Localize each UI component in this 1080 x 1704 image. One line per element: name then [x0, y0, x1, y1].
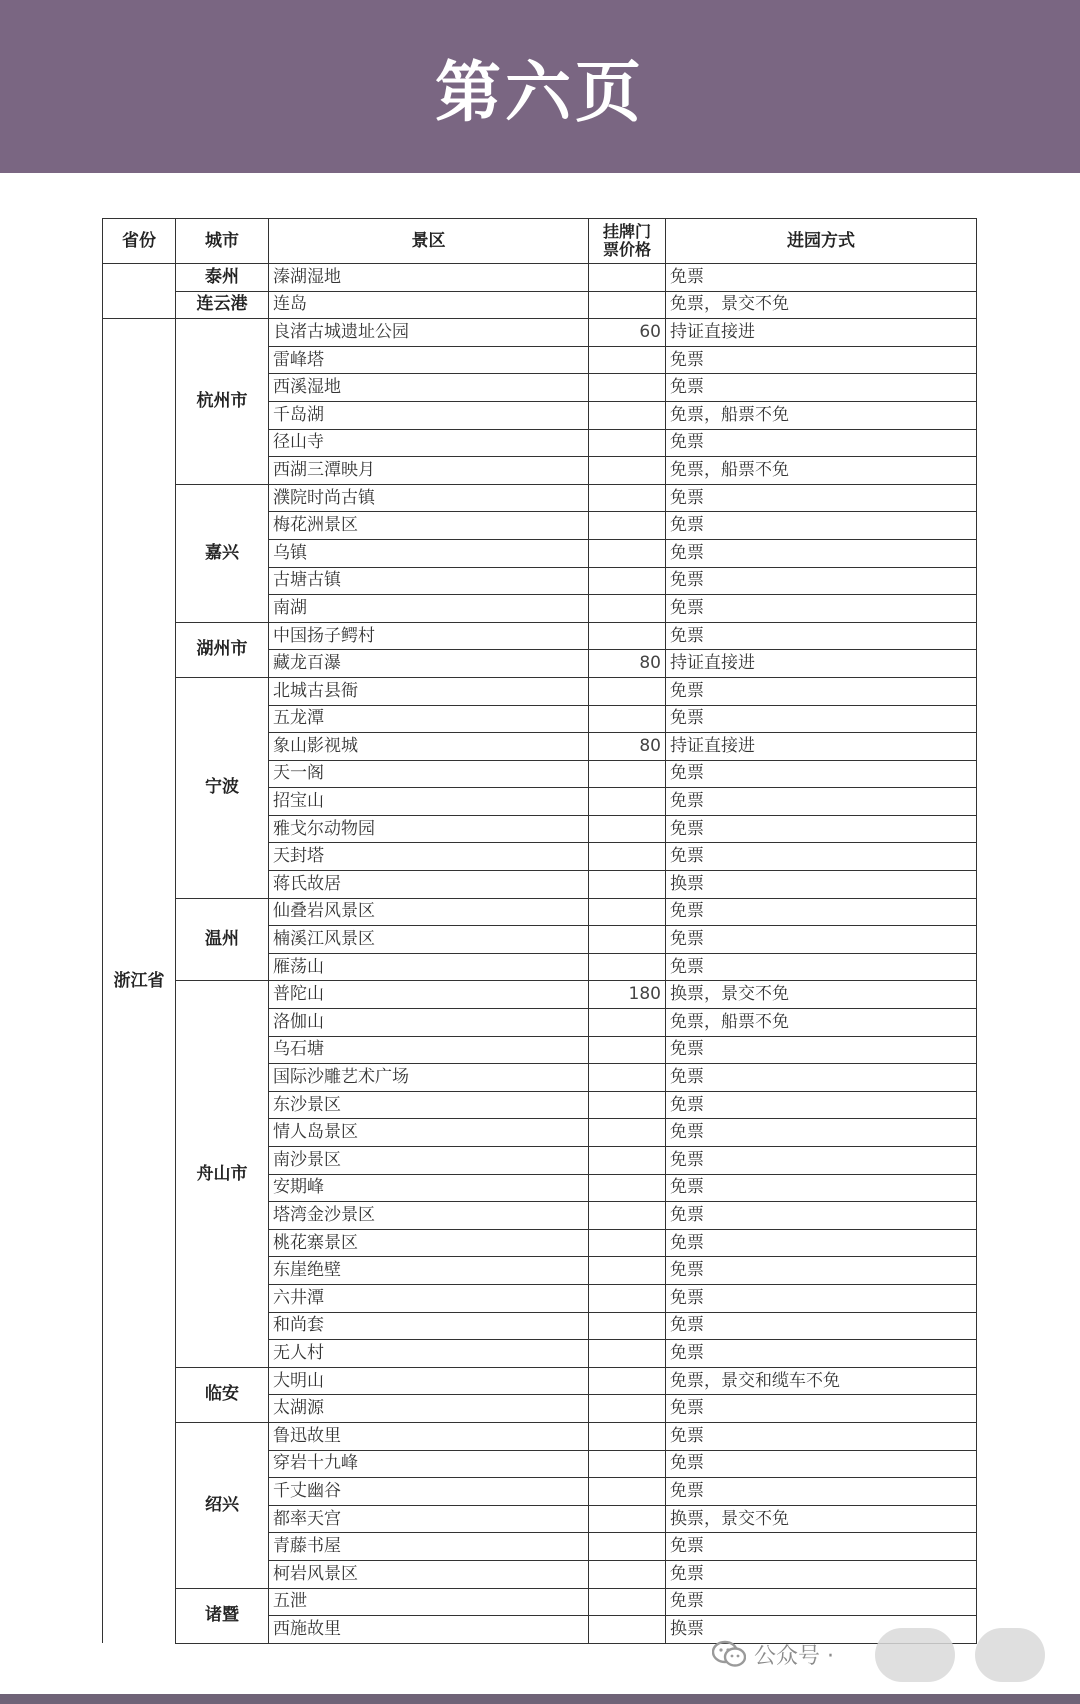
table-body: [103, 264, 977, 1644]
scenic-name-cell: 无人村: [269, 1340, 589, 1368]
scenic-name-cell: 蒋氏故居: [269, 871, 589, 899]
entry-method-cell: 免票: [666, 567, 977, 595]
city-cell: 嘉兴: [176, 484, 269, 622]
entry-method-cell: 免票: [666, 815, 977, 843]
province-cell: 浙江省: [103, 319, 176, 1644]
entry-method-cell: 免票: [666, 622, 977, 650]
entry-method-cell: 免票: [666, 953, 977, 981]
blurred-overlay: [875, 1628, 955, 1682]
price-cell: [589, 926, 666, 954]
entry-method-cell: 免票: [666, 1257, 977, 1285]
entry-method-cell: 免票: [666, 595, 977, 623]
city-cell: 连云港: [176, 291, 269, 319]
price-cell: [589, 622, 666, 650]
scenic-name-cell: 径山寺: [269, 429, 589, 457]
scenic-name-cell: 五龙潭: [269, 705, 589, 733]
scenic-name-cell: 藏龙百瀑: [269, 650, 589, 678]
entry-method-cell: 免票: [666, 1284, 977, 1312]
entry-method-cell: 免票: [666, 1119, 977, 1147]
page-title: 第六页: [435, 54, 645, 131]
entry-method-cell: 免票: [666, 705, 977, 733]
entry-method-cell: 免票: [666, 926, 977, 954]
scenic-name-cell: 中国扬子鳄村: [269, 622, 589, 650]
table-row: [103, 484, 977, 512]
entry-method-cell: 免票: [666, 512, 977, 540]
price-cell: [589, 346, 666, 374]
scenic-name-cell: 六井潭: [269, 1284, 589, 1312]
header-province: 省份: [103, 219, 176, 264]
price-cell: [589, 760, 666, 788]
table-row: [103, 677, 977, 705]
price-cell: [589, 1450, 666, 1478]
entry-method-cell: 免票: [666, 1229, 977, 1257]
header-price-line1: 挂牌门: [602, 222, 651, 242]
scenic-name-cell: 塔湾金沙景区: [269, 1202, 589, 1230]
price-cell: [589, 1202, 666, 1230]
entry-method-cell: 免票: [666, 1202, 977, 1230]
scenic-name-cell: 太湖源: [269, 1395, 589, 1423]
scenic-name-cell: 五泄: [269, 1588, 589, 1616]
entry-method-cell: 免票: [666, 346, 977, 374]
entry-method-cell: 免票: [666, 1340, 977, 1368]
scenic-name-cell: 北城古县衙: [269, 677, 589, 705]
price-cell: [589, 871, 666, 899]
entry-method-cell: 持证直接进: [666, 733, 977, 761]
scenic-name-cell: 古塘古镇: [269, 567, 589, 595]
price-cell: [589, 815, 666, 843]
entry-method-cell: 免票: [666, 1091, 977, 1119]
scenic-name-cell: 良渚古城遗址公园: [269, 319, 589, 347]
price-cell: [589, 1312, 666, 1340]
entry-method-cell: 免票: [666, 898, 977, 926]
scenic-name-cell: 国际沙雕艺术广场: [269, 1064, 589, 1092]
entry-method-cell: 免票: [666, 539, 977, 567]
entry-method-cell: 免票: [666, 677, 977, 705]
entry-method-cell: 免票: [666, 1312, 977, 1340]
scenic-name-cell: 溱湖湿地: [269, 264, 589, 292]
scenic-name-cell: 天封塔: [269, 843, 589, 871]
scenic-name-cell: 仙叠岩风景区: [269, 898, 589, 926]
price-cell: [589, 1091, 666, 1119]
entry-method-cell: 免票: [666, 1560, 977, 1588]
page-banner: [0, 0, 1080, 173]
entry-method-cell: 持证直接进: [666, 650, 977, 678]
price-cell: [589, 1588, 666, 1616]
entry-method-cell: 免票: [666, 484, 977, 512]
price-cell: [589, 374, 666, 402]
price-cell: [589, 1036, 666, 1064]
entry-method-cell: 免票: [666, 429, 977, 457]
scenic-name-cell: 青藤书屋: [269, 1533, 589, 1561]
table-row: [103, 981, 977, 1009]
scenic-name-cell: 楠溪江风景区: [269, 926, 589, 954]
city-cell: 湖州市: [176, 622, 269, 677]
price-cell: [589, 264, 666, 292]
price-cell: [589, 677, 666, 705]
entry-method-cell: 免票，船票不免: [666, 1009, 977, 1037]
price-cell: [589, 1478, 666, 1506]
entry-method-cell: 免票: [666, 1422, 977, 1450]
entry-method-cell: 免票: [666, 1064, 977, 1092]
header-price-line2: 票价格: [602, 240, 651, 259]
price-cell: [589, 953, 666, 981]
header-price: [589, 219, 666, 264]
city-cell: 诸暨: [176, 1588, 269, 1643]
province-cell: [103, 264, 176, 319]
price-cell: [589, 539, 666, 567]
price-cell: [589, 1422, 666, 1450]
scenic-name-cell: 东沙景区: [269, 1091, 589, 1119]
price-cell: [589, 429, 666, 457]
scenic-name-cell: 象山影视城: [269, 733, 589, 761]
scenic-name-cell: 雁荡山: [269, 953, 589, 981]
table-row: [103, 1367, 977, 1395]
price-cell: [589, 788, 666, 816]
price-cell: [589, 1340, 666, 1368]
scenic-name-cell: 东崖绝壁: [269, 1257, 589, 1285]
table-row: [103, 291, 977, 319]
entry-method-cell: 免票: [666, 1174, 977, 1202]
table-row: [103, 1422, 977, 1450]
scenic-name-cell: 乌石塘: [269, 1036, 589, 1064]
scenic-name-cell: 西湖三潭映月: [269, 457, 589, 485]
price-cell: [589, 898, 666, 926]
table-row: [103, 1588, 977, 1616]
price-cell: [589, 291, 666, 319]
watermark: [712, 1636, 834, 1672]
scenic-name-cell: 普陀山: [269, 981, 589, 1009]
price-cell: [589, 1229, 666, 1257]
price-cell: [589, 1284, 666, 1312]
entry-method-cell: 免票，船票不免: [666, 457, 977, 485]
price-cell: [589, 512, 666, 540]
city-cell: 临安: [176, 1367, 269, 1422]
entry-method-cell: 免票: [666, 1533, 977, 1561]
price-cell: [589, 1257, 666, 1285]
city-cell: 舟山市: [176, 981, 269, 1367]
price-cell: [589, 484, 666, 512]
city-cell: 绍兴: [176, 1422, 269, 1588]
scenic-name-cell: 天一阁: [269, 760, 589, 788]
table-row: [103, 264, 977, 292]
scenic-name-cell: 大明山: [269, 1367, 589, 1395]
scenic-name-cell: 和尚套: [269, 1312, 589, 1340]
price-cell: [589, 1147, 666, 1175]
price-cell: [589, 1064, 666, 1092]
scenic-name-cell: 雷峰塔: [269, 346, 589, 374]
price-cell: [589, 1119, 666, 1147]
scenic-name-cell: 乌镇: [269, 539, 589, 567]
scenic-name-cell: 濮院时尚古镇: [269, 484, 589, 512]
price-cell: [589, 595, 666, 623]
scenic-name-cell: 桃花寨景区: [269, 1229, 589, 1257]
city-cell: 宁波: [176, 677, 269, 898]
price-cell: [589, 1174, 666, 1202]
entry-method-cell: 免票: [666, 788, 977, 816]
entry-method-cell: 免票: [666, 374, 977, 402]
price-cell: [589, 843, 666, 871]
table-header-row: [103, 219, 977, 264]
entry-method-cell: 免票: [666, 1478, 977, 1506]
price-cell: 60: [589, 319, 666, 347]
scenic-name-cell: 招宝山: [269, 788, 589, 816]
scenic-name-cell: 柯岩风景区: [269, 1560, 589, 1588]
price-cell: [589, 1616, 666, 1644]
scenic-name-cell: 梅花洲景区: [269, 512, 589, 540]
price-cell: 80: [589, 650, 666, 678]
wechat-icon: [712, 1640, 746, 1668]
scenic-name-cell: 南沙景区: [269, 1147, 589, 1175]
entry-method-cell: 换票: [666, 1616, 977, 1644]
scenic-name-cell: 鲁迅故里: [269, 1422, 589, 1450]
scenic-name-cell: 西溪湿地: [269, 374, 589, 402]
table-row: [103, 319, 977, 347]
scenic-name-cell: 洛伽山: [269, 1009, 589, 1037]
watermark-text: 公众号 ·: [754, 1643, 834, 1669]
header-scenic: 景区: [269, 219, 589, 264]
city-cell: 杭州市: [176, 319, 269, 485]
entry-method-cell: 免票: [666, 264, 977, 292]
entry-method-cell: 免票: [666, 1588, 977, 1616]
entry-method-cell: 免票，船票不免: [666, 401, 977, 429]
price-cell: [589, 457, 666, 485]
entry-method-cell: 免票: [666, 760, 977, 788]
price-cell: [589, 1009, 666, 1037]
price-cell: [589, 1533, 666, 1561]
price-cell: 80: [589, 733, 666, 761]
price-cell: 180: [589, 981, 666, 1009]
scenic-spots-table: [102, 218, 977, 1644]
scenic-name-cell: 南湖: [269, 595, 589, 623]
entry-method-cell: 持证直接进: [666, 319, 977, 347]
city-cell: 温州: [176, 898, 269, 981]
price-cell: [589, 1505, 666, 1533]
price-cell: [589, 1367, 666, 1395]
entry-method-cell: 免票: [666, 1395, 977, 1423]
price-cell: [589, 1560, 666, 1588]
table-row: [103, 622, 977, 650]
price-cell: [589, 1395, 666, 1423]
price-cell: [589, 705, 666, 733]
blurred-overlay: [975, 1628, 1045, 1682]
entry-method-cell: 免票: [666, 1147, 977, 1175]
entry-method-cell: 换票: [666, 871, 977, 899]
scenic-name-cell: 穿岩十九峰: [269, 1450, 589, 1478]
entry-method-cell: 免票: [666, 1036, 977, 1064]
entry-method-cell: 换票，景交不免: [666, 981, 977, 1009]
header-city: 城市: [176, 219, 269, 264]
scenic-name-cell: 安期峰: [269, 1174, 589, 1202]
entry-method-cell: 免票，景交不免: [666, 291, 977, 319]
scenic-name-cell: 都率天宫: [269, 1505, 589, 1533]
header-entry: 进园方式: [666, 219, 977, 264]
scenic-name-cell: 千岛湖: [269, 401, 589, 429]
entry-method-cell: 免票: [666, 1450, 977, 1478]
entry-method-cell: 换票，景交不免: [666, 1505, 977, 1533]
bottom-bar: [0, 1694, 1080, 1704]
scenic-name-cell: 连岛: [269, 291, 589, 319]
scenic-name-cell: 情人岛景区: [269, 1119, 589, 1147]
scenic-name-cell: 雅戈尔动物园: [269, 815, 589, 843]
entry-method-cell: 免票: [666, 843, 977, 871]
price-cell: [589, 401, 666, 429]
scenic-name-cell: 千丈幽谷: [269, 1478, 589, 1506]
city-cell: 泰州: [176, 264, 269, 292]
entry-method-cell: 免票，景交和缆车不免: [666, 1367, 977, 1395]
scenic-name-cell: 西施故里: [269, 1616, 589, 1644]
table-row: [103, 898, 977, 926]
price-cell: [589, 567, 666, 595]
